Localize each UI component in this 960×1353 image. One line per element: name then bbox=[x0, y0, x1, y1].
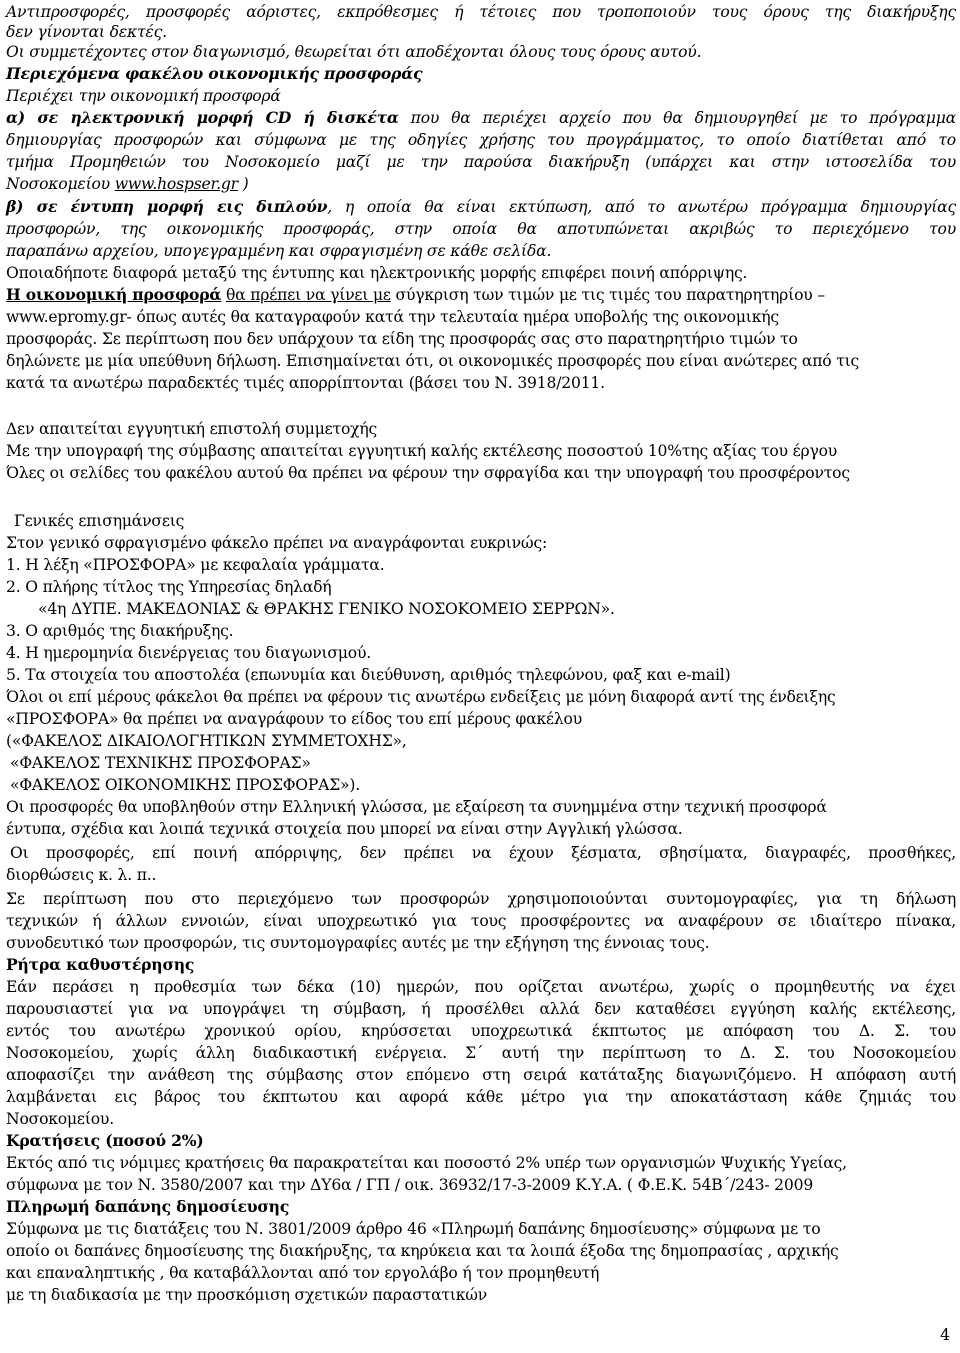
text-line: και επαναληπτικής , θα καταβάλλονται από τον εργολάβο ή τον προμηθευτή bbox=[6, 1264, 600, 1282]
text-line: λαμβάνεται εις βάρος του έκπτωτου και αφορά κάθε μέτρο για την αποκατάσταση κάθε ζημιάς του bbox=[6, 1088, 956, 1106]
text-line: Όλοι οι επί μέρους φάκελοι θα πρέπει να φέρουν τις ανωτέρω ενδείξεις με μόνη διαφορά αντί της ένδειξης bbox=[6, 688, 836, 706]
text-line: «4η ΔΥΠΕ. ΜΑΚΕΔΟΝΙΑΣ & ΘΡΑΚΗΣ ΓΕΝΙΚΟ ΝΟΣΟΚΟΜΕΙΟ ΣΕΡΡΩΝ». bbox=[38, 600, 615, 618]
text-line: δημιουργίας προσφορών και σύμφωνα με της οδηγίες χρήσης του προγράμματος, το οποίο διατίθεται από το bbox=[6, 131, 956, 149]
text-line: Περιεχόμενα φακέλου οικονομικής προσφοράς bbox=[6, 64, 423, 83]
text-line: αποφασίζει την ανάθεση της σύμβασης στον επόμενο στη σειρά κατάταξης διαγωνιζόμενο. Η απόφαση αυτή bbox=[6, 1066, 956, 1084]
text-line: τμήμα Προμηθειών του Νοσοκομείο μαζί με την παρούσα διακήρυξη (υπάρχει και στην ιστοσελίδα του bbox=[6, 153, 956, 171]
text-line: δεν γίνονται δεκτές. bbox=[6, 23, 167, 41]
text-line: Σε περίπτωση που στο περιεχόμενο των προσφορών χρησιμοποιούνται συντομογραφίες, για τη δήλωση bbox=[6, 890, 956, 908]
text-line: Οι προσφορές, επί ποινή απόρριψης, δεν πρέπει να έχουν ξέσματα, σβησίματα, διαγραφές, προσθήκες, bbox=[10, 844, 956, 862]
text-line bbox=[6, 108, 956, 128]
text-line: («ΦΑΚΕΛΟΣ ΔΙΚΑΙΟΛΟΓΗΤΙΚΩΝ ΣΥΜΜΕΤΟΧΗΣ», bbox=[6, 732, 407, 750]
text-line: 5. Τα στοιχεία του αποστολέα (επωνυμία και διεύθυνση, αριθμός τηλεφώνου, φαξ και e-mail) bbox=[6, 666, 731, 684]
text-line: Γενικές επισημάνσεις bbox=[14, 512, 185, 530]
text-line: 1. Η λέξη «ΠΡΟΣΦΟΡΑ» με κεφαλαία γράμματα. bbox=[6, 556, 385, 574]
text-run: β) σε έντυπη μορφή εις διπλούν bbox=[6, 197, 328, 216]
text-line: «ΦΑΚΕΛΟΣ ΤΕΧΝΙΚΗΣ ΠΡΟΣΦΟΡΑΣ» bbox=[10, 754, 311, 772]
text-run: Η οικονομική προσφορά bbox=[6, 285, 222, 304]
text-line: κατά τα ανωτέρω παραδεκτές τιμές απορρίπτονται (βάσει του Ν. 3918/2011. bbox=[6, 374, 605, 392]
text-line: οποίο οι δαπάνες δημοσίευσης της διακήρυξης, τα κηρύκεια και τα λοιπά έξοδα της δημοπρασίας , αρχικής bbox=[6, 1242, 839, 1260]
text-line: Νοσοκομείου. bbox=[6, 1110, 114, 1128]
text-line: «ΦΑΚΕΛΟΣ ΟΙΚΟΝΟΜΙΚΗΣ ΠΡΟΣΦΟΡΑΣ»). bbox=[10, 776, 361, 794]
text-run: , η οποία θα είναι εκτύπωση, από το ανωτέρω πρόγραμμα δημιουργίας bbox=[327, 198, 956, 216]
text-line: προσφοράς. Σε περίπτωση που δεν υπάρχουν τα είδη της προσφοράς σας στο παρατηρητήριο τιμών το bbox=[6, 330, 798, 348]
text-line: 3. Ο αριθμός της διακήρυξης. bbox=[6, 622, 234, 640]
text-line: Όλες οι σελίδες του φακέλου αυτού θα πρέπει να φέρουν την σφραγίδα και την υπογραφή του προσφέροντος bbox=[6, 464, 850, 482]
text-line: Με την υπογραφή της σύμβασης απαιτείται εγγυητική καλής εκτέλεσης ποσοστού 10%της αξίας του έργου bbox=[6, 442, 838, 460]
text-line: Νοσοκομείου, χωρίς άλλη διαδικαστική ενέργεια. Σ΄ αυτή την περίπτωση το Δ. Σ. του Νοσοκομείου bbox=[6, 1044, 956, 1062]
text-line bbox=[6, 197, 956, 217]
text-line: προσφορών, της οικονομικής προσφοράς, στην οποία θα αποτυπώνεται ακριβώς το περιεχόμενο του bbox=[6, 220, 956, 238]
text-line: Σύμφωνα με τις διατάξεις του Ν. 3801/2009 άρθρο 46 «Πληρωμή δαπάνης δημοσίευσης» σύμφωνα με το bbox=[6, 1220, 821, 1238]
text-line: σύμφωνα με τον Ν. 3580/2007 και την ΔΥ6α / ΓΠ / οικ. 36932/17-3-2009 Κ.Υ.Α. ( Φ.Ε.Κ. 54Β΄/243- 2009 bbox=[6, 1176, 814, 1194]
page-number: 4 bbox=[940, 1326, 950, 1344]
text-line: Οι συμμετέχοντες στον διαγωνισμό, θεωρείται ότι αποδέχονται όλους τους όρους αυτού. bbox=[6, 43, 702, 61]
text-line: Εάν περάσει η προθεσμία των δέκα (10) ημερών, που ορίζεται ανωτέρω, χωρίς ο προμηθευτής να έχει bbox=[6, 978, 956, 996]
text-run: ) bbox=[237, 175, 249, 193]
text-line: τεχνικών ή άλλων εννοιών, είναι υποχρεωτικό για τους προσφέροντες να αναφέρουν σε ιδιαίτερο πίνακα, bbox=[6, 912, 956, 930]
text-line: παραπάνω αρχείου, υπογεγραμμένη και σφραγισμένη σε κάθε σελίδα. bbox=[6, 242, 552, 260]
text-line: παρουσιαστεί για να υπογράψει τη σύμβαση, ή προσέλθει αλλά δεν καταθέσει εγγύηση καλής εκτέλεσης, bbox=[6, 1000, 956, 1018]
text-line: 4. Η ημερομηνία διενέργειας του διαγωνισμού. bbox=[6, 644, 372, 662]
text-line: δηλώνετε με μία υπεύθυνη δήλωση. Επισημαίνεται ότι, οι οικονομικές προσφορές που είναι ανώτερες από τις bbox=[6, 352, 860, 370]
text-line: 2. Ο πλήρης τίτλος της Υπηρεσίας δηλαδή bbox=[6, 578, 332, 596]
text-run: α) σε ηλεκτρονική μορφή CD ή δισκέτα bbox=[6, 108, 399, 127]
text-run: σύγκριση των τιμών με τις τιμές του παρατηρητηρίου – bbox=[390, 286, 825, 304]
text-line: Στον γενικό σφραγισμένο φάκελο πρέπει να αναγράφονται ευκρινώς: bbox=[6, 534, 548, 552]
text-line: Δεν απαιτείται εγγυητική επιστολή συμμετοχής bbox=[6, 420, 378, 438]
text-line: Κρατήσεις (ποσού 2%) bbox=[6, 1131, 204, 1150]
text-line: με τη διαδικασία με την προσκόμιση σχετικών παραστατικών bbox=[6, 1286, 488, 1304]
text-line: «ΠΡΟΣΦΟΡΑ» θα πρέπει να αναγράφουν το είδος του επί μέρους φακέλου bbox=[6, 710, 583, 728]
text-line: Αντιπροσφορές, προσφορές αόριστες, εκπρόθεσμες ή τέτοιες που τροποποιούν τους όρους της διακήρυξης bbox=[6, 3, 956, 21]
text-line: Περιέχει την οικονομική προσφορά bbox=[6, 87, 281, 105]
text-line: διορθώσεις κ. λ. π.. bbox=[6, 866, 157, 884]
text-line: συνοδευτικό των προσφορών, τις συντομογραφίες αυτές με την εξήγηση της έννοιας τους. bbox=[6, 934, 710, 952]
text-line: Οποιαδήποτε διαφορά μεταξύ της έντυπης και ηλεκτρονικής μορφής επιφέρει ποινή απόρριψης. bbox=[6, 264, 748, 282]
text-line bbox=[6, 285, 825, 305]
text-line: εντός του ανωτέρω χρονικού ορίου, κηρύσσεται υποχρεωτικά έκπτωτος με απόφαση του Δ. Σ. του bbox=[6, 1022, 956, 1040]
text-line: www.epromy.gr- όπως αυτές θα καταγραφούν κατά την τελευταία ημέρα υποβολής της οικονομικής bbox=[6, 308, 779, 326]
text-run: που θα περιέχει αρχείο που θα δημιουργηθεί με το πρόγραμμα bbox=[398, 109, 957, 127]
text-run: Νοσοκομείου bbox=[6, 175, 115, 193]
text-line: Ρήτρα καθυστέρησης bbox=[6, 955, 195, 974]
text-line: έντυπα, σχέδια και λοιπά τεχνικά στοιχεία που μπορεί να είναι στην Αγγλική γλώσσα. bbox=[6, 820, 683, 838]
text-run: θα πρέπει να γίνει με bbox=[225, 286, 391, 304]
text-line bbox=[6, 174, 249, 194]
text-line: Οι προσφορές θα υποβληθούν στην Ελληνική γλώσσα, με εξαίρεση τα συνημμένα στην τεχνική προσφορά bbox=[6, 798, 827, 816]
text-line: Πληρωμή δαπάνης δημοσίευσης bbox=[6, 1197, 290, 1216]
text-line: Εκτός από τις νόμιμες κρατήσεις θα παρακρατείται και ποσοστό 2% υπέρ των οργανισμών Ψυχικής Υγείας, bbox=[6, 1154, 847, 1172]
text-run: www.hospser.gr bbox=[114, 175, 238, 193]
